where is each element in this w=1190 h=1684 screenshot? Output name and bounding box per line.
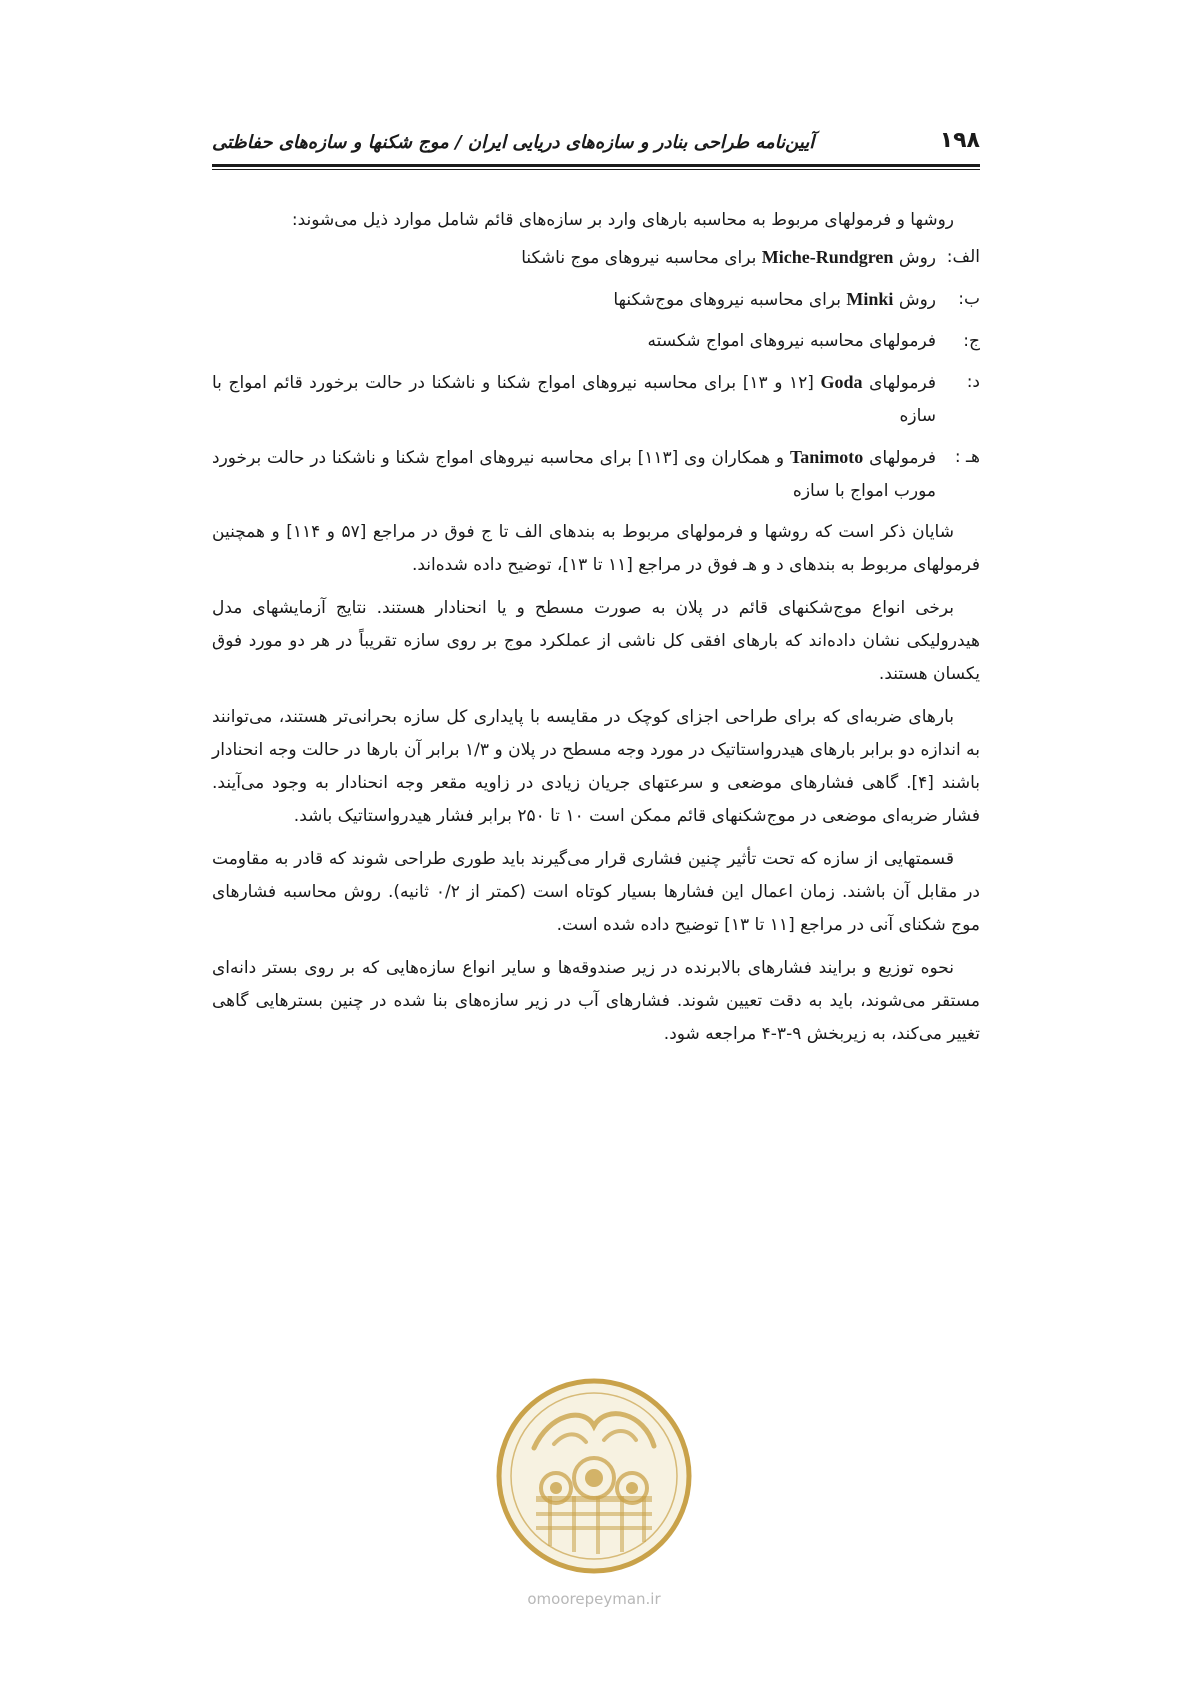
method-name: Tanimoto bbox=[789, 447, 864, 467]
intro-paragraph: روشها و فرمولهای مربوط به محاسبه بارهای وارد بر سازه‌های قائم شامل موارد ذیل می‌شوند: bbox=[291, 210, 954, 230]
list-marker: ب: bbox=[958, 289, 980, 309]
list-marker: الف: bbox=[946, 247, 980, 267]
list-item bbox=[212, 441, 980, 508]
body-paragraph: بارهای ضربه‌ای که برای طراحی اجزای کوچک در مقایسه با پایداری کل سازه بحرانی‌تر هستند، می‌توانند به اندازه دو برابر بارهای هیدرواستاتیک در مورد وجه مسطح در پلان و ۱/۳ برابر آن بارها در حالت وجه انحنادار باشند [۴]. گاهی فشارهای موضعی و سرعتهای جریان زیادی در زاویه مقعر وجه انحنادار به وجود می‌آیند. فشار ضربه‌ای موضعی در موج‌شکنهای قائم ممکن است ۱۰ تا ۲۵۰ برابر فشار هیدرواستاتیک باشد. bbox=[212, 707, 980, 826]
list-item-text-before: فرمولهای bbox=[862, 373, 936, 393]
list-item-text bbox=[212, 283, 936, 317]
watermark-logo-stamp bbox=[494, 1376, 694, 1576]
list-item-text-before: فرمولهای محاسبه نیروهای امواج شکسته bbox=[647, 331, 936, 351]
list-item-text-after: و همکاران وی [۱۱۳] برای محاسبه نیروهای امواج شکنا و ناشکنا در حالت برخورد مورب امواج با سازه bbox=[212, 448, 936, 501]
list-marker: ج: bbox=[963, 331, 980, 351]
list-item-text-after: [۱۲ و ۱۳] برای محاسبه نیروهای امواج شکنا و ناشکنا در حالت برخورد قائم امواج با سازه bbox=[212, 373, 936, 426]
methods-list bbox=[212, 241, 980, 508]
list-item bbox=[212, 325, 980, 358]
list-marker: هـ : bbox=[954, 447, 980, 467]
header-rule-thick bbox=[212, 164, 980, 167]
list-item-text bbox=[212, 441, 936, 508]
method-name: Minki bbox=[846, 289, 894, 309]
list-item-text bbox=[212, 366, 936, 433]
running-title: آیین‌نامه طراحی بنادر و سازه‌های دریایی ایران / موج شکنها و سازه‌های حفاظتی bbox=[212, 132, 815, 153]
body-paragraph: برخی انواع موج‌شکنهای قائم در پلان به صورت مسطح و یا انحنادار هستند. نتایج آزمایشهای مدل هیدرولیکی نشان داده‌اند که بارهای افقی کل ناشی از عملکرد موج بر روی سازه تقریباً در هر دو مورد فوق یکسان هستند. bbox=[212, 598, 980, 684]
watermark-url: omoorepeyman.ir bbox=[527, 1590, 661, 1608]
list-item-text-after: برای محاسبه نیروهای موج‌شکنها bbox=[613, 290, 847, 310]
list-item bbox=[212, 366, 980, 433]
method-name: Miche-Rundgren bbox=[761, 247, 894, 267]
list-item-text bbox=[212, 325, 936, 358]
running-header bbox=[212, 128, 980, 162]
header-rule-thin bbox=[212, 169, 980, 170]
list-item-text-before: روش bbox=[893, 290, 936, 310]
page-number: ۱۹۸ bbox=[939, 128, 980, 153]
list-item-text-after: برای محاسبه نیروهای موج ناشکنا bbox=[521, 248, 762, 268]
page-body bbox=[212, 204, 980, 1061]
list-item bbox=[212, 241, 980, 275]
body-paragraph: شایان ذکر است که روشها و فرمولهای مربوط به بندهای الف تا ج فوق در مراجع [۵۷ و ۱۱۴] و همچنین فرمولهای مربوط به بندهای د و هـ فوق در مراجع [۱۱ تا ۱۳]، توضیح داده شده‌اند. bbox=[212, 522, 980, 575]
list-item-text-before: فرمولهای bbox=[863, 448, 936, 468]
list-item bbox=[212, 283, 980, 317]
list-item-text-before: روش bbox=[893, 248, 936, 268]
body-paragraph: قسمتهایی از سازه که تحت تأثیر چنین فشاری قرار می‌گیرند باید طوری طراحی شوند که قادر به مقاومت در مقابل آن باشند. زمان اعمال این فشارها بسیار کوتاه است (کمتر از ۰/۲ ثانیه). روش محاسبه فشارهای موج شکنای آنی در مراجع [۱۱ تا ۱۳] توضیح داده شده است. bbox=[212, 849, 980, 935]
method-name: Goda bbox=[820, 372, 863, 392]
list-item-text bbox=[212, 241, 936, 275]
body-paragraph: نحوه توزیع و برایند فشارهای بالابرنده در زیر صندوقه‌ها و سایر انواع سازه‌هایی که بر روی بستر دانه‌ای مستقر می‌شوند، باید به دقت تعیین شوند. فشارهای آب در زیر سازه‌های بنا شده در چنین بسترهایی گاهی تغییر می‌کند، به زیربخش ۹-۳-۴ مراجعه شود. bbox=[212, 958, 980, 1044]
list-marker: د: bbox=[966, 372, 980, 392]
